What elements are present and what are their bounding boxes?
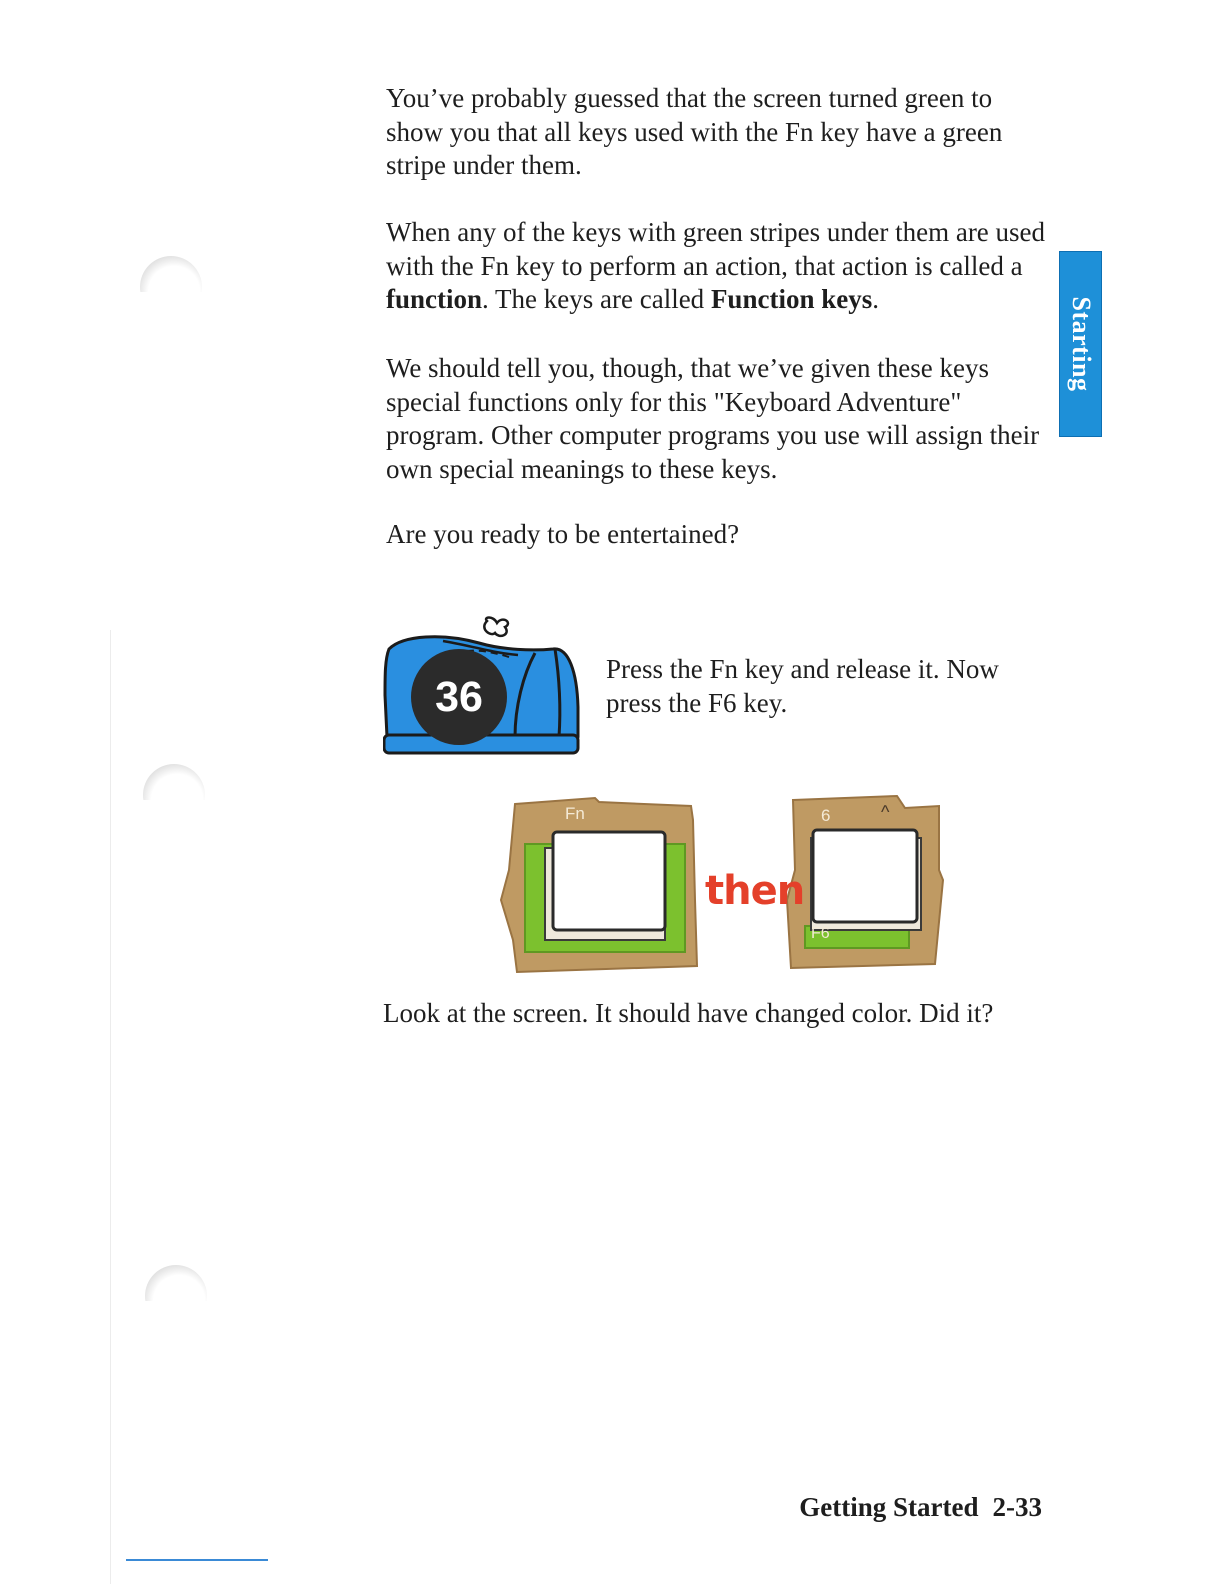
step-shoe-badge <box>383 615 583 765</box>
term-function-keys: Function keys <box>710 284 873 314</box>
section-tab-label: Starting <box>1066 296 1096 392</box>
binder-hole-top <box>140 256 202 318</box>
binder-hole-bottom <box>145 1265 207 1327</box>
caret-key-label: ^ <box>881 802 890 822</box>
footer-page-number: 2-33 <box>992 1492 1042 1522</box>
paragraph-green-screen: You’ve probably guessed that the screen turned green to show you that all keys used with the Fn key have a green stripe under them. <box>386 83 1003 180</box>
section-tab <box>1059 251 1102 437</box>
binder-hole-middle <box>143 764 205 826</box>
term-function: function <box>386 284 483 314</box>
paragraph-text: . The keys are called <box>482 284 711 314</box>
step-instruction: Press the Fn key and release it. Now press the F6 key. <box>606 654 999 718</box>
paragraph-look-at-screen: Look at the screen. It should have changed color. Did it? <box>383 998 994 1028</box>
six-key-label: 6 <box>821 806 831 825</box>
footer-section: Getting Started <box>799 1492 979 1522</box>
fn-key-label: Fn <box>565 804 585 823</box>
step-number: 36 <box>435 673 483 721</box>
page-margin-line <box>110 630 111 1584</box>
paragraph-ready: Are you ready to be entertained? <box>386 519 740 549</box>
then-connector: then <box>705 868 805 914</box>
paragraph-text: . <box>872 284 879 314</box>
paragraph-text: When any of the keys with green stripes under them are used with the Fn key to perform an action, that action is called a <box>386 217 1046 281</box>
key-sequence-illustration <box>495 790 950 980</box>
paragraph-special-meanings: We should tell you, though, that we’ve given these keys special functions only for this "Keyboard Adventure" program. Other computer programs you use will assign their own special meanings to these keys. <box>386 353 1040 484</box>
f6-key-label: F6 <box>811 925 830 942</box>
page-footer <box>799 1492 1042 1523</box>
bottom-rule <box>126 1559 268 1561</box>
paragraph-function-definition <box>386 216 1056 317</box>
